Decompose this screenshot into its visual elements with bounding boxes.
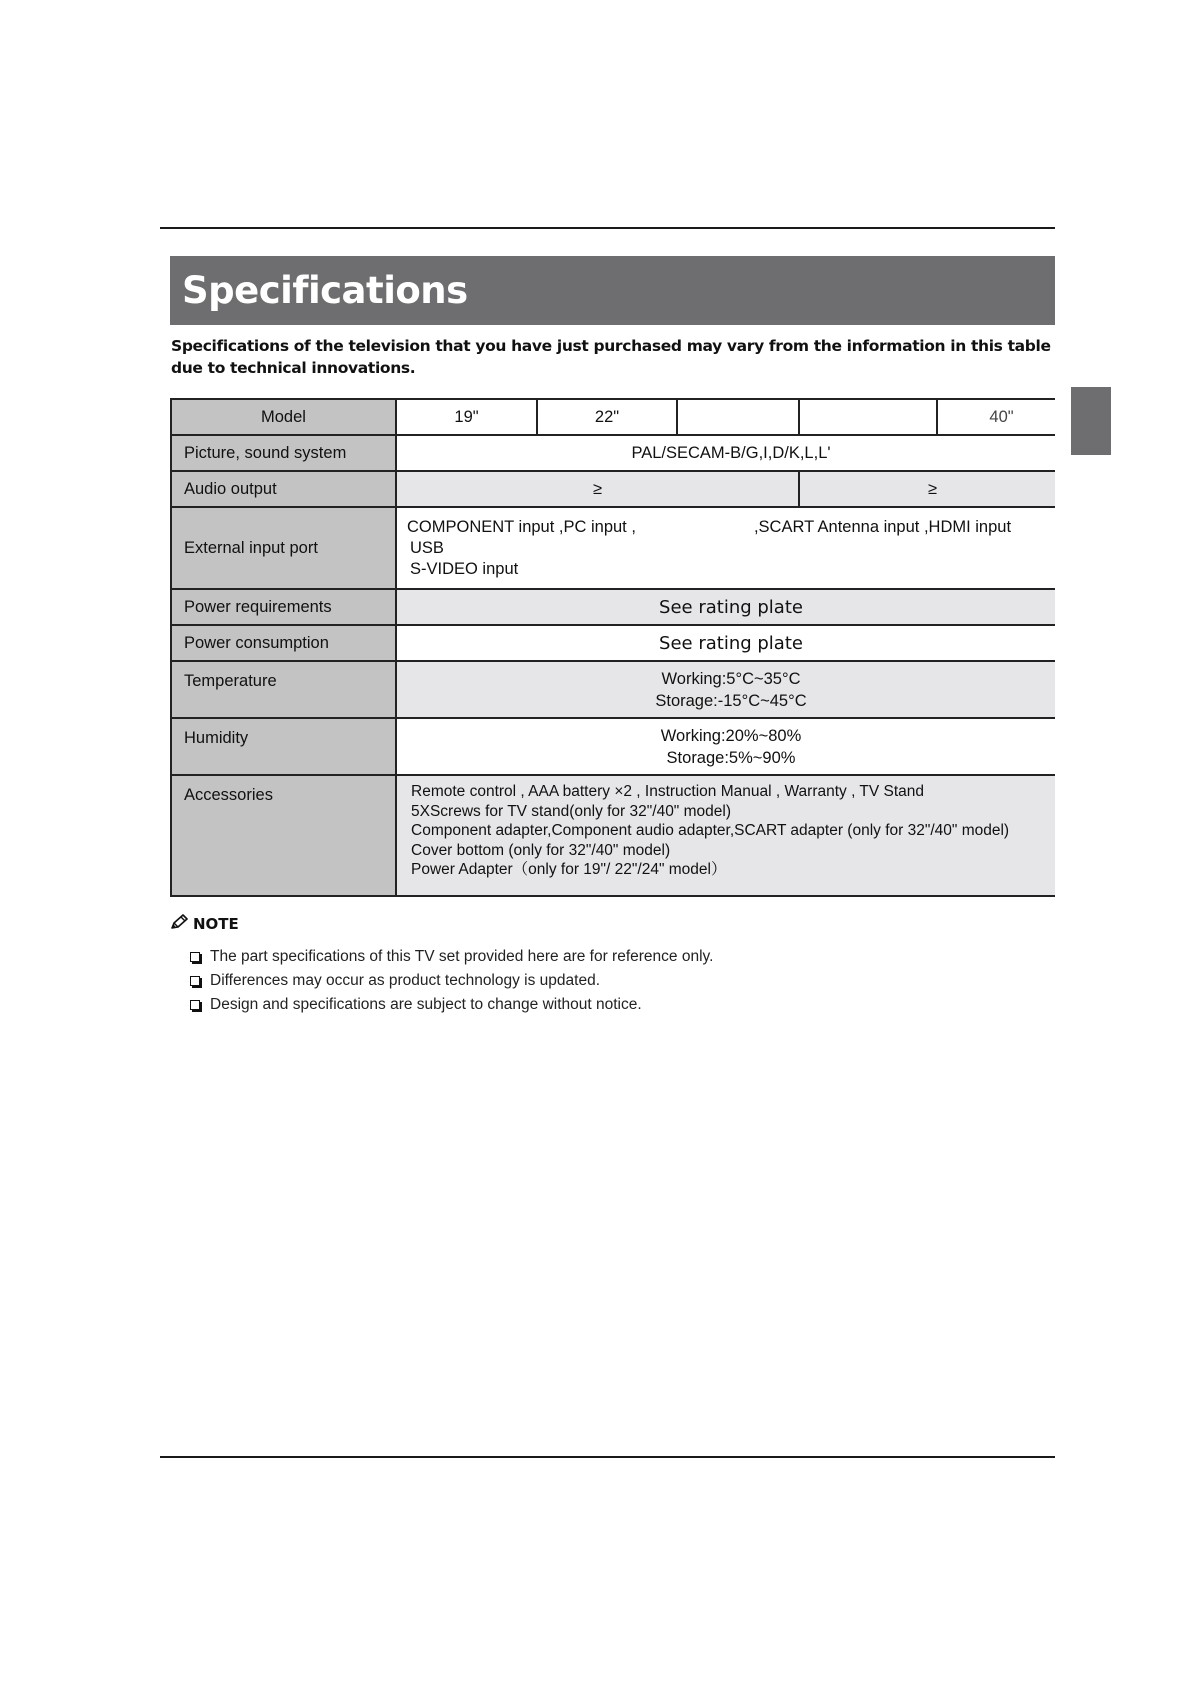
note-text: Differences may occur as product technology is updated. (210, 972, 601, 989)
model-cell: 22" (537, 399, 677, 435)
ports-line-part: ,SCART Antenna input ,HDMI input (753, 517, 1012, 536)
picture-value: PAL/SECAM-B/G,I,D/K,L,L' (396, 435, 1055, 471)
accessories-line: Remote control , AAA battery ×2 , Instruction Manual , Warranty , TV Stand (411, 783, 925, 800)
spec-table (170, 398, 1055, 897)
table-row-power-cons (171, 625, 1055, 661)
note-item (190, 993, 713, 1017)
table-row-picture (171, 435, 1055, 471)
model-cell (677, 399, 799, 435)
accessories-label: Accessories (171, 775, 396, 896)
ports-label: External input port (171, 507, 396, 589)
checkbox-bullet-icon (190, 952, 200, 962)
note-item (190, 945, 713, 969)
picture-label: Picture, sound system (171, 435, 396, 471)
ports-line (407, 517, 1055, 538)
power-cons-value: See rating plate (396, 625, 1055, 661)
ports-value (396, 507, 1055, 589)
accessories-line: Cover bottom (only for 32"/40" model) (411, 841, 671, 859)
power-cons-label: Power consumption (171, 625, 396, 661)
humidity-storage: Storage:5%~90% (666, 748, 796, 767)
intro-text: Specifications of the television that you have just purchased may vary from the information in this table due to technical innovations. (171, 337, 1051, 377)
note-list (190, 945, 713, 1017)
table-row-model (171, 399, 1055, 435)
model-cell: 40" (937, 399, 1055, 435)
note-label: NOTE (193, 915, 239, 933)
ports-line: USB (410, 538, 444, 557)
bottom-rule (160, 1456, 1055, 1458)
table-row-power-req (171, 589, 1055, 625)
model-cell: 19" (396, 399, 537, 435)
note-item (190, 969, 713, 993)
accessories-value (396, 775, 1055, 896)
note-heading (170, 914, 239, 934)
spec-table-container (170, 398, 1055, 900)
accessories-line: 5XScrews for TV stand(only for 32"/40" model) (411, 802, 731, 820)
table-row-temperature (171, 661, 1055, 718)
power-req-value: See rating plate (396, 589, 1055, 625)
pencil-icon (170, 914, 190, 934)
page-title: Specifications (182, 269, 468, 312)
power-req-label: Power requirements (171, 589, 396, 625)
table-row-ports (171, 507, 1055, 589)
checkbox-bullet-icon (190, 976, 200, 986)
table-row-humidity (171, 718, 1055, 775)
checkbox-bullet-icon (190, 1000, 200, 1010)
title-band (170, 256, 1055, 325)
table-row-audio (171, 471, 1055, 507)
humidity-label: Humidity (171, 718, 396, 775)
section-tab (1071, 387, 1111, 455)
temperature-value (396, 661, 1055, 718)
temperature-label: Temperature (171, 661, 396, 718)
humidity-value (396, 718, 1055, 775)
accessories-line: Power Adapter（only for 19"/ 22"/24" model） (411, 861, 727, 878)
accessories-line: Component adapter,Component audio adapter,SCART adapter (only for 32"/40" model) (411, 822, 1010, 839)
audio-value-large: ≥ (799, 471, 1055, 507)
temperature-working: Working:5°C~35°C (661, 669, 801, 688)
model-cell (799, 399, 937, 435)
note-text: Design and specifications are subject to change without notice. (210, 996, 642, 1013)
ports-line-part: COMPONENT input ,PC input , (407, 517, 636, 536)
humidity-working: Working:20%~80% (660, 726, 802, 745)
audio-label: Audio output (171, 471, 396, 507)
table-row-accessories (171, 775, 1055, 896)
model-label: Model (171, 399, 396, 435)
note-text: The part specifications of this TV set provided here are for reference only. (210, 948, 714, 965)
temperature-storage: Storage:-15°C~45°C (655, 691, 807, 710)
audio-value-small: ≥ (396, 471, 799, 507)
ports-line: S-VIDEO input (410, 559, 519, 578)
top-rule (160, 227, 1055, 229)
